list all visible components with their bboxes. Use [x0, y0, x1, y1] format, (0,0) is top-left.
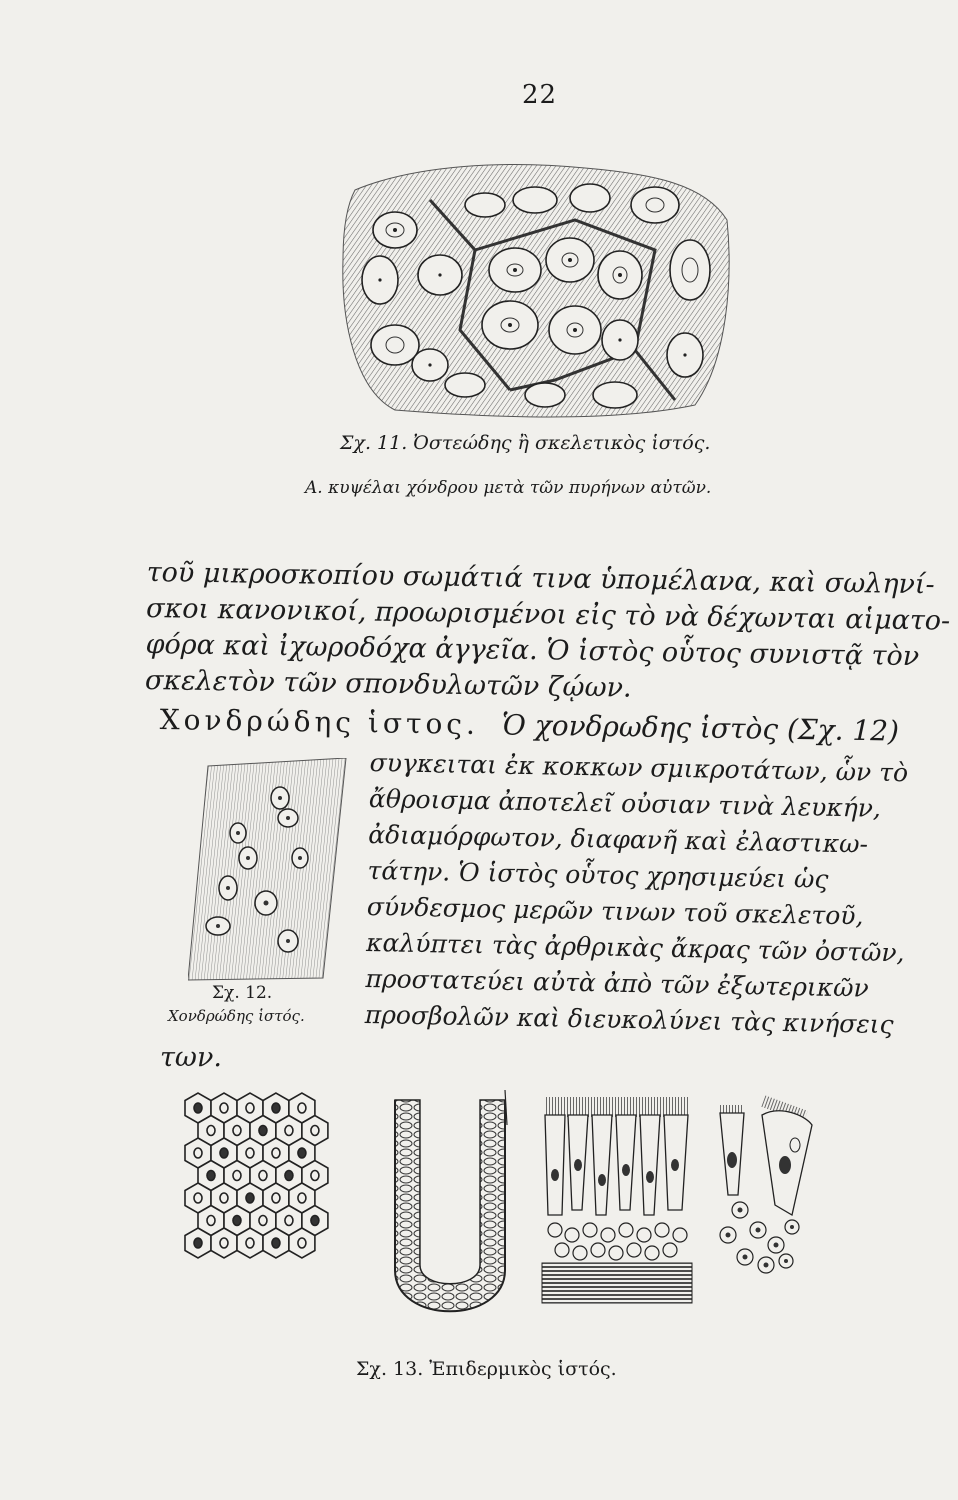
- text-line: φόρα καὶ ἰχωροδόχα ἀγγεῖα. Ὁ ἱστὸς οὗτος συνιστᾷ τὸν: [145, 628, 920, 673]
- cell-nucleus: [272, 1193, 280, 1203]
- cell-nucleus: [194, 1148, 202, 1158]
- cell-nucleus: [285, 1126, 293, 1136]
- cell-nucleus: [220, 1193, 228, 1203]
- cell-nucleus: [207, 1171, 215, 1181]
- cell-nucleus: [220, 1148, 228, 1158]
- figure-12-subcaption: Χονδρώδης ἱστός.: [168, 1007, 305, 1025]
- text-line: προστατεύει αὐτὰ ἀπὸ τῶν ἐξωτερικῶν: [365, 963, 869, 1003]
- cell-nucleus: [233, 1171, 241, 1181]
- text-line: σκοι κανονικοί, προωρισμένοι εἰς τὸ νὰ δέχωνται αἱματο-: [145, 592, 951, 637]
- text-line: τάτην. Ὁ ἱστὸς οὗτος χρησιμεύει ὡς: [367, 855, 829, 894]
- cell-nucleus: [272, 1148, 280, 1158]
- cell-nucleus: [311, 1171, 319, 1181]
- page-number: 22: [522, 80, 558, 110]
- trailing-word: των.: [160, 1042, 222, 1073]
- cell-nucleus: [259, 1216, 267, 1226]
- section-heading-line: [159, 703, 899, 748]
- text-line: σκελετὸν τῶν σπονδυλωτῶν ζῴων.: [144, 664, 632, 704]
- cell-nucleus: [220, 1103, 228, 1113]
- figure-12-caption: Σχ. 12.: [212, 983, 273, 1003]
- cell-nucleus: [285, 1171, 293, 1181]
- cell-nucleus: [298, 1148, 306, 1158]
- cell-nucleus: [194, 1193, 202, 1203]
- cell-nucleus: [246, 1193, 254, 1203]
- cell-nucleus: [246, 1238, 254, 1248]
- epithelial-cells-illustration: [180, 1090, 345, 1305]
- cell-nucleus: [207, 1216, 215, 1226]
- cell-nucleus: [298, 1193, 306, 1203]
- cell-nucleus: [298, 1103, 306, 1113]
- gland-illustration: [385, 1085, 515, 1325]
- cell-nucleus: [220, 1238, 228, 1248]
- text-line: τοῦ μικροσκοπίου σωμάτιά τινα ὑπομέλανα, καὶ σωληνί-: [146, 556, 935, 601]
- cell-nucleus: [233, 1216, 241, 1226]
- section-first-line: Ὁ χονδρωδης ἱστὸς (Σχ. 12): [501, 708, 900, 748]
- text-line: καλύπτει τὰς ἀρθρικὰς ἄκρας τῶν ὀστῶν,: [365, 927, 905, 968]
- cell-nucleus: [259, 1126, 267, 1136]
- figure-11-subcaption: Α. κυψέλαι χόνδρου μετὰ τῶν πυρήνων αὐτῶν.: [305, 478, 712, 498]
- cell-nucleus: [311, 1216, 319, 1226]
- cell-nucleus: [272, 1238, 280, 1248]
- cell-nucleus: [272, 1103, 280, 1113]
- text-line: συγκειται ἐκ κοκκων σμικροτάτων, ὧν τὸ: [369, 747, 909, 788]
- cell-nucleus: [311, 1126, 319, 1136]
- cell-nucleus: [246, 1148, 254, 1158]
- bone-tissue-illustration: [335, 160, 735, 422]
- cell-nucleus: [194, 1103, 202, 1113]
- text-line: ἀδιαμόρφωτον, διαφανῆ καὶ ἐλαστικω-: [368, 819, 869, 859]
- cell-nucleus: [259, 1171, 267, 1181]
- figure-13-caption: Σχ. 13. Ἐπιδερμικὸς ἱστός.: [356, 1358, 617, 1380]
- cartilage-tissue-illustration: [188, 758, 348, 983]
- figure-11-caption: Σχ. 11. Ὀστεώδης ἢ σκελετικὸς ἱστός.: [340, 432, 711, 454]
- cell-nucleus: [194, 1238, 202, 1248]
- text-line: προσβολῶν καὶ διευκολύνει τὰς κινήσεις: [364, 999, 894, 1040]
- cell-nucleus: [233, 1126, 241, 1136]
- text-line: ἄθροισμα ἀποτελεῖ οὐσιαν τινὰ λευκήν,: [368, 783, 882, 823]
- cell-nucleus: [298, 1238, 306, 1248]
- paragraph-bone-tissue: [145, 555, 951, 712]
- text-line: σύνδεσμος μερῶν τινων τοῦ σκελετοῦ,: [366, 891, 864, 931]
- cell-nucleus: [246, 1103, 254, 1113]
- section-heading: Χονδρώδης ἱστος.: [159, 703, 480, 742]
- cell-nucleus: [207, 1126, 215, 1136]
- ciliated-epithelium-illustration: [530, 1085, 820, 1330]
- paragraph-cartilage: [364, 745, 908, 1043]
- cell-nucleus: [285, 1216, 293, 1226]
